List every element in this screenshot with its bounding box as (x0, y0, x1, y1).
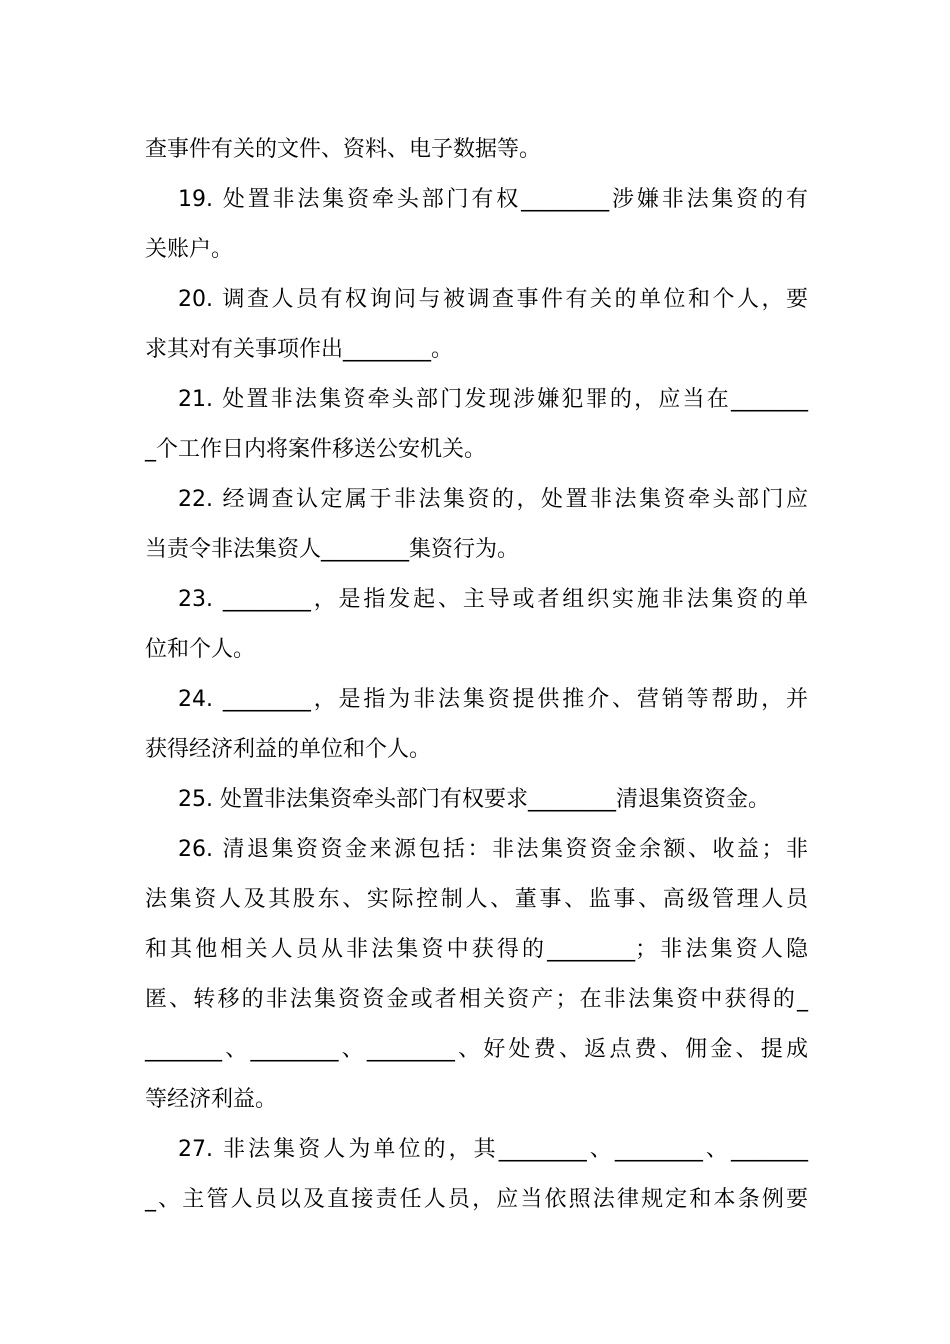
text-line: _、主管人员以及直接责任人员，应当依照法律规定和本条例要 (145, 1187, 808, 1212)
text-line: 和其他相关人员从非法集资中获得的________；非法集资人隐 (145, 937, 808, 962)
text-line: 查事件有关的文件、资料、电子数据等。 (145, 137, 542, 162)
text-line: 获得经济利益的单位和个人。 (145, 737, 432, 762)
text-line: 23. ________，是指发起、主导或者组织实施非法集资的单 (178, 587, 808, 612)
text-line: 20. 调查人员有权询问与被调查事件有关的单位和个人，要 (178, 287, 808, 312)
text-line: 19. 处置非法集资牵头部门有权________涉嫌非法集资的有 (178, 187, 808, 212)
text-line: 位和个人。 (145, 637, 256, 662)
text-line: 匿、转移的非法集资资金或者相关资产；在非法集资中获得的_ (145, 987, 808, 1012)
text-line: 26. 清退集资资金来源包括：非法集资资金余额、收益；非 (178, 837, 808, 862)
text-line: 法集资人及其股东、实际控制人、董事、监事、高级管理人员 (145, 887, 808, 912)
text-line: _个工作日内将案件移送公安机关。 (145, 437, 487, 462)
text-line: 27. 非法集资人为单位的，其________、________、_______ (178, 1137, 808, 1162)
text-line: 等经济利益。 (145, 1087, 278, 1112)
text-line: 24. ________，是指为非法集资提供推介、营销等帮助，并 (178, 687, 808, 712)
text-line: _______、________、________、好处费、返点费、佣金、提成 (145, 1037, 808, 1062)
document-body (145, 125, 808, 1225)
text-line: 22. 经调查认定属于非法集资的，处置非法集资牵头部门应 (178, 487, 808, 512)
text-line: 关账户。 (145, 237, 234, 262)
text-line: 求其对有关事项作出________。 (145, 337, 454, 362)
text-line: 21. 处置非法集资牵头部门发现涉嫌犯罪的，应当在_______ (178, 387, 808, 412)
text-line: 当责令非法集资人________集资行为。 (145, 537, 520, 562)
text-line: 25. 处置非法集资牵头部门有权要求________清退集资资金。 (178, 787, 770, 812)
